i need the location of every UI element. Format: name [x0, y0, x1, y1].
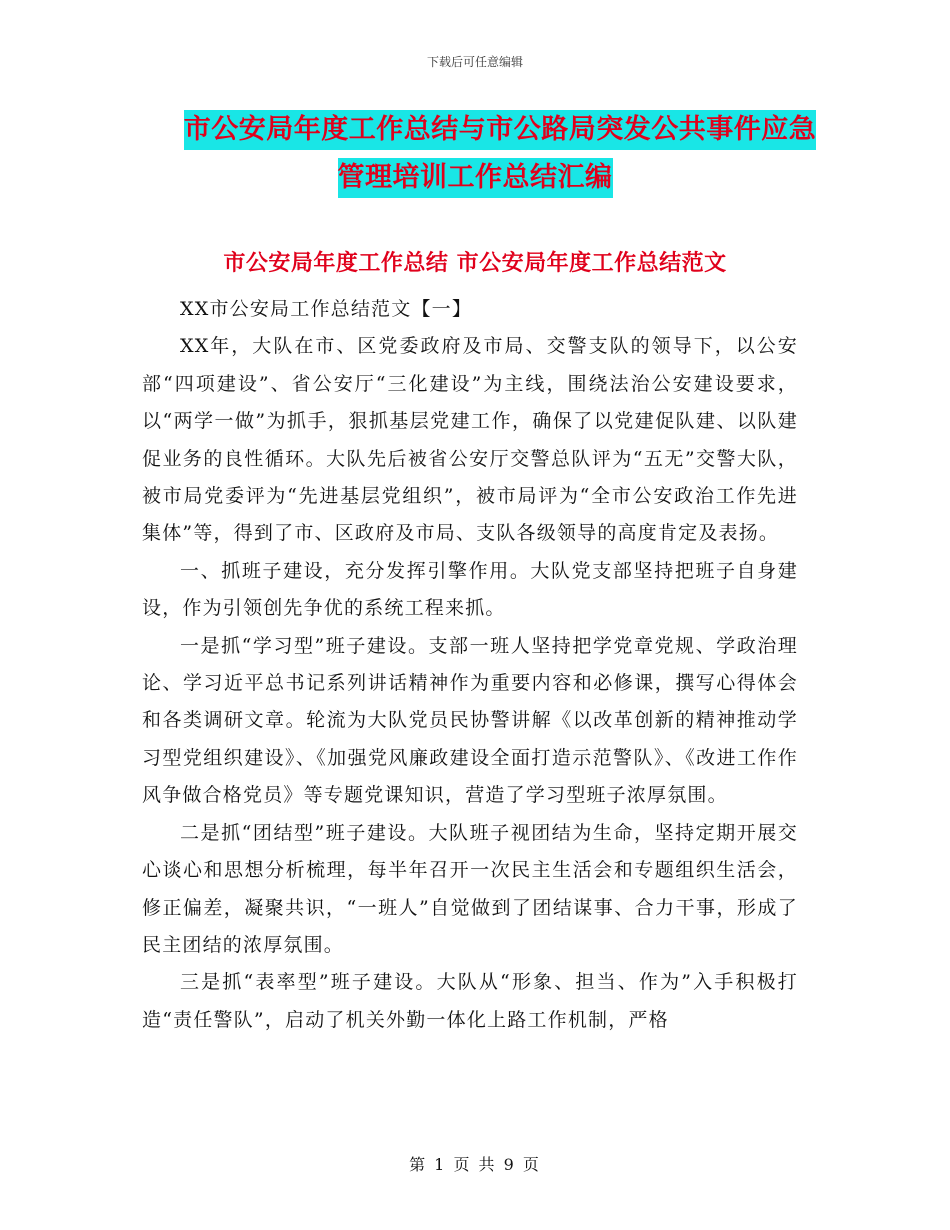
paragraph: XX市公安局工作总结范文【一】	[180, 298, 473, 320]
paragraph: XX年，大队在市、区党委政府及市局、交警支队的领导下，以公安部“四项建设”、省公安厅“三化建设”为主线，围绕法治公安建设要求，以“两学一做”为抓手，狠抓基层党建工作，确保了以党建促队建、以队建促业务的良性循环。大队先后被省公安厅交警总队评为“五无”交警大队，被市局党委评为“先进基层党组织”，被市局评为“全市公安政治工作先进集体”等，得到了市、区政府及市局、支队各级领导的高度肯定及表扬。	[142, 335, 798, 545]
document-title	[0, 110, 950, 198]
paragraph: 三是抓“表率型”班子建设。大队从“形象、担当、作为”入手积极打造“责任警队”，启动了机关外勤一体化上路工作机制，严格	[142, 971, 798, 1031]
document-body	[142, 291, 798, 1039]
section-heading: 市公安局年度工作总结 市公安局年度工作总结范文	[223, 251, 727, 276]
page-header-note: 下载后可任意编辑	[426, 55, 523, 69]
page-number-footer: 第 1 页 共 9 页	[409, 1155, 541, 1174]
paragraph: 一是抓“学习型”班子建设。支部一班人坚持把学党章党规、学政治理论、学习近平总书记系列讲话精神作为重要内容和必修课，撰写心得体会和各类调研文章。轮流为大队党员民协警讲解《以改革创新的精神推动学习型党组织建设》、《加强党风廉政建设全面打造示范警队》、《改进工作作风争做合格党员》等专题党课知识，营造了学习型班子浓厚氛围。	[142, 634, 798, 807]
paragraph: 二是抓“团结型”班子建设。大队班子视团结为生命，坚持定期开展交心谈心和思想分析梳理，每半年召开一次民主生活会和专题组织生活会，修正偏差，凝聚共识，“一班人”自觉做到了团结谋事、合力干事，形成了民主团结的浓厚氛围。	[142, 821, 798, 956]
title-line-1: 市公安局年度工作总结与市公路局突发公共事件应急	[184, 110, 817, 150]
paragraph: 一、抓班子建设，充分发挥引擎作用。大队党支部坚持把班子自身建设，作为引领创先争优的系统工程来抓。	[142, 559, 798, 620]
title-line-2: 管理培训工作总结汇编	[338, 158, 613, 198]
